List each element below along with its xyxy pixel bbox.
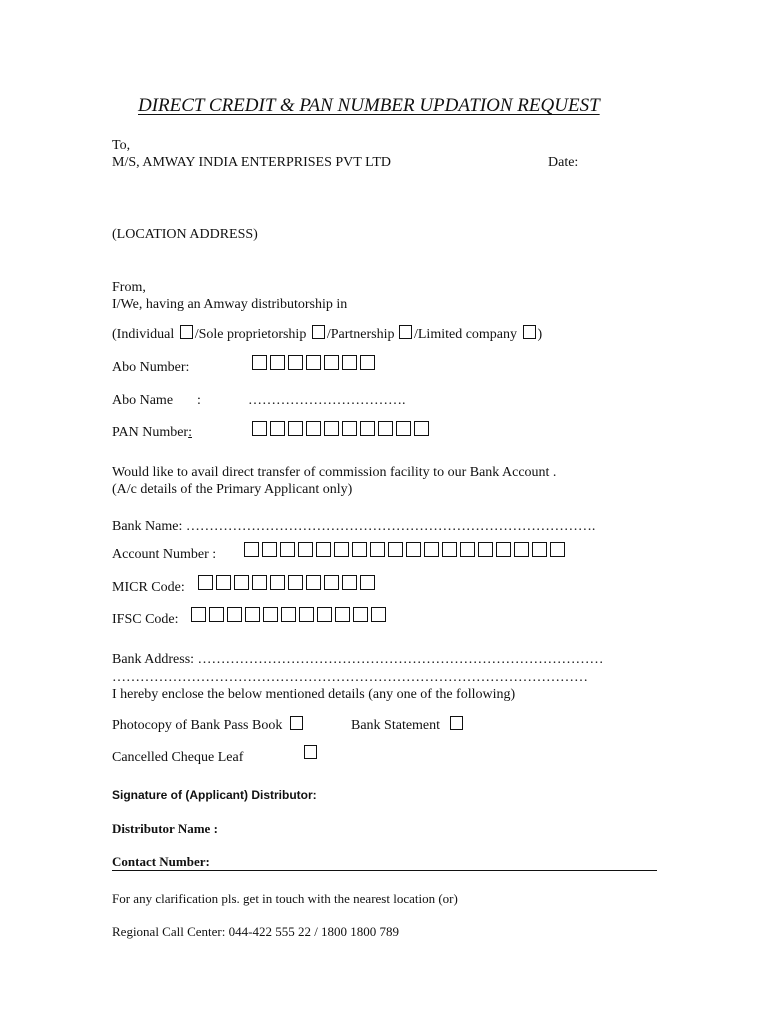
from-label: From,: [112, 280, 146, 295]
character-box[interactable]: [288, 421, 303, 436]
character-box[interactable]: [442, 542, 457, 557]
limited-company-label: /Limited company: [413, 327, 518, 342]
character-box[interactable]: [299, 607, 314, 622]
character-box[interactable]: [306, 355, 321, 370]
character-box[interactable]: [306, 421, 321, 436]
character-box[interactable]: [317, 607, 332, 622]
bank-address-field-line2[interactable]: …………………………………………………………………………………………: [112, 670, 588, 685]
character-box[interactable]: [406, 542, 421, 557]
character-box[interactable]: [306, 575, 321, 590]
call-center-info: Regional Call Center: 044-422 555 22 / 1800 1800 789: [112, 924, 400, 939]
character-box[interactable]: [496, 542, 511, 557]
micr-code-label: MICR Code:: [112, 580, 185, 595]
character-box[interactable]: [288, 575, 303, 590]
character-box[interactable]: [370, 542, 385, 557]
character-box[interactable]: [262, 542, 277, 557]
account-number-boxes[interactable]: [244, 542, 565, 557]
character-box[interactable]: [353, 607, 368, 622]
character-box[interactable]: [270, 421, 285, 436]
statement-checkbox[interactable]: [450, 716, 463, 730]
character-box[interactable]: [191, 607, 206, 622]
statement-option: [351, 716, 465, 734]
bank-address-field[interactable]: Bank Address: ……………………………………………………………………………: [112, 652, 604, 667]
cheque-label: Cancelled Cheque Leaf: [112, 750, 244, 765]
character-box[interactable]: [234, 575, 249, 590]
type-open-label: (Individual: [112, 327, 175, 342]
character-box[interactable]: [388, 542, 403, 557]
abo-name-colon: :: [197, 393, 201, 408]
abo-name-field[interactable]: …………………………….: [248, 393, 406, 408]
passbook-checkbox[interactable]: [290, 716, 303, 730]
character-box[interactable]: [324, 575, 339, 590]
signature-label: Signature of (Applicant) Distributor:: [112, 788, 317, 802]
character-box[interactable]: [334, 542, 349, 557]
character-box[interactable]: [227, 607, 242, 622]
character-box[interactable]: [244, 542, 259, 557]
cheque-checkbox[interactable]: [304, 745, 317, 759]
character-box[interactable]: [252, 355, 267, 370]
character-box[interactable]: [198, 575, 213, 590]
character-box[interactable]: [209, 607, 224, 622]
request-note: (A/c details of the Primary Applicant only): [112, 482, 353, 497]
abo-number-label: Abo Number:: [112, 360, 190, 375]
character-box[interactable]: [550, 542, 565, 557]
bank-name-field[interactable]: Bank Name: …………………………………………………………………………….: [112, 519, 596, 534]
character-box[interactable]: [478, 542, 493, 557]
abo-name-label: Abo Name: [112, 393, 174, 408]
enclose-instructions: I hereby enclose the below mentioned details (any one of the following): [112, 687, 516, 702]
page-title: DIRECT CREDIT & PAN NUMBER UPDATION REQUEST: [138, 95, 600, 116]
character-box[interactable]: [460, 542, 475, 557]
contact-number-label: Contact Number:: [112, 854, 210, 869]
character-box[interactable]: [342, 575, 357, 590]
character-box[interactable]: [280, 542, 295, 557]
character-box[interactable]: [532, 542, 547, 557]
passbook-label: Photocopy of Bank Pass Book: [112, 718, 283, 733]
micr-code-boxes[interactable]: [198, 575, 375, 590]
character-box[interactable]: [324, 355, 339, 370]
character-box[interactable]: [414, 421, 429, 436]
passbook-option: [112, 716, 305, 734]
recipient-company: M/S, AMWAY INDIA ENTERPRISES PVT LTD: [112, 155, 392, 170]
character-box[interactable]: [298, 542, 313, 557]
partnership-checkbox[interactable]: [399, 325, 412, 339]
character-box[interactable]: [281, 607, 296, 622]
character-box[interactable]: [263, 607, 278, 622]
character-box[interactable]: [378, 421, 393, 436]
character-box[interactable]: [424, 542, 439, 557]
to-label: To,: [112, 138, 131, 153]
character-box[interactable]: [245, 607, 260, 622]
character-box[interactable]: [335, 607, 350, 622]
character-box[interactable]: [270, 355, 285, 370]
character-box[interactable]: [342, 421, 357, 436]
request-line: Would like to avail direct transfer of commission facility to our Bank Account .: [112, 465, 557, 480]
divider-line: [112, 870, 657, 871]
character-box[interactable]: [316, 542, 331, 557]
character-box[interactable]: [288, 355, 303, 370]
ifsc-code-boxes[interactable]: [191, 607, 386, 622]
character-box[interactable]: [360, 355, 375, 370]
distributor-name-label: Distributor Name :: [112, 821, 218, 836]
distributorship-line: I/We, having an Amway distributorship in: [112, 297, 348, 312]
character-box[interactable]: [371, 607, 386, 622]
account-number-label: Account Number :: [112, 547, 217, 562]
character-box[interactable]: [270, 575, 285, 590]
character-box[interactable]: [396, 421, 411, 436]
character-box[interactable]: [360, 575, 375, 590]
date-label: Date:: [548, 155, 579, 170]
character-box[interactable]: [252, 421, 267, 436]
limited-company-checkbox[interactable]: [523, 325, 536, 339]
abo-number-boxes[interactable]: [252, 355, 375, 370]
sole-proprietorship-label: /Sole proprietorship: [194, 327, 307, 342]
type-close-label: ): [537, 327, 543, 342]
clarification-note: For any clarification pls. get in touch with the nearest location (or): [112, 891, 458, 906]
character-box[interactable]: [252, 575, 267, 590]
pan-number-label: PAN Number:: [112, 425, 192, 440]
sole-proprietorship-checkbox[interactable]: [312, 325, 325, 339]
ifsc-code-label: IFSC Code:: [112, 612, 179, 627]
statement-label: Bank Statement: [351, 718, 441, 733]
partnership-label: /Partnership: [326, 327, 395, 342]
distributorship-type-row: [112, 325, 542, 343]
character-box[interactable]: [324, 421, 339, 436]
pan-number-boxes[interactable]: [252, 421, 429, 436]
location-address: (LOCATION ADDRESS): [112, 227, 258, 242]
character-box[interactable]: [342, 355, 357, 370]
character-box[interactable]: [216, 575, 231, 590]
character-box[interactable]: [514, 542, 529, 557]
character-box[interactable]: [352, 542, 367, 557]
character-box[interactable]: [360, 421, 375, 436]
individual-checkbox[interactable]: [180, 325, 193, 339]
